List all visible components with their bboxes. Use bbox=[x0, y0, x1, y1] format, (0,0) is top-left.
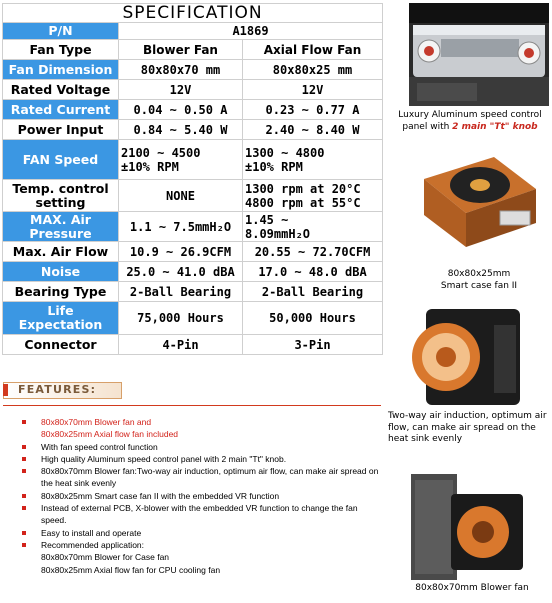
feature-item bbox=[22, 441, 382, 453]
spec-row-label: FAN Speed bbox=[3, 140, 119, 180]
spec-value-axial: 1300 ~ 4800 ±10% RPM bbox=[243, 140, 383, 180]
spec-row bbox=[3, 335, 383, 355]
spec-row bbox=[3, 140, 383, 180]
spec-value-axial: 2-Ball Bearing bbox=[243, 282, 383, 302]
features-divider bbox=[3, 405, 381, 406]
pn-label: P/N bbox=[3, 23, 119, 40]
control-panel-photo bbox=[409, 3, 549, 106]
bullet-icon bbox=[22, 457, 26, 461]
spec-value-axial: Axial Flow Fan bbox=[243, 40, 383, 60]
spec-row bbox=[3, 80, 383, 100]
spec-row-label: Fan Dimension bbox=[3, 60, 119, 80]
bullet-icon bbox=[22, 445, 26, 449]
feature-text: Easy to install and operate bbox=[41, 527, 142, 538]
spec-value-blower: 2100 ~ 4500 ±10% RPM bbox=[119, 140, 243, 180]
spec-value-axial: 1300 rpm at 20°C 4800 rpm at 55°C bbox=[243, 180, 383, 212]
feature-item bbox=[22, 428, 382, 440]
feature-text: 80x80x25mm Axial flow fan included bbox=[41, 429, 179, 440]
spec-row bbox=[3, 40, 383, 60]
features-list bbox=[22, 416, 382, 576]
bullet-icon bbox=[22, 531, 26, 535]
spec-row bbox=[3, 262, 383, 282]
spec-row bbox=[3, 60, 383, 80]
feature-item bbox=[22, 527, 382, 539]
spec-value-blower: 25.0 ~ 41.0 dBA bbox=[119, 262, 243, 282]
spec-row-label: Rated Voltage bbox=[3, 80, 119, 100]
feature-item bbox=[22, 502, 382, 527]
spec-value-axial: 80x80x25 mm bbox=[243, 60, 383, 80]
spec-row bbox=[3, 180, 383, 212]
spec-row-label: Power Input bbox=[3, 120, 119, 140]
pn-value: A1869 bbox=[119, 23, 383, 40]
features-title: FEATURES: bbox=[18, 383, 97, 396]
axial-fan-photo bbox=[414, 149, 544, 257]
spec-value-blower: 4-Pin bbox=[119, 335, 243, 355]
spec-row-label: Connector bbox=[3, 335, 119, 355]
spec-value-blower: 0.04 ~ 0.50 A bbox=[119, 100, 243, 120]
feature-item bbox=[22, 490, 382, 502]
feature-text: With fan speed control function bbox=[41, 441, 158, 452]
feature-text: 80x80x25mm Smart case fan II with the embedded VR function bbox=[41, 490, 280, 501]
spec-value-axial: 0.23 ~ 0.77 A bbox=[243, 100, 383, 120]
spec-row bbox=[3, 212, 383, 242]
spec-row bbox=[3, 282, 383, 302]
feature-text: 80x80x70mm Blower fan and bbox=[41, 417, 152, 427]
spec-row-label: MAX. Air Pressure bbox=[3, 212, 119, 242]
spec-row-label: Noise bbox=[3, 262, 119, 282]
spec-value-axial: 50,000 Hours bbox=[243, 302, 383, 335]
control-panel-caption-text: Luxury Aluminum speed control panel with bbox=[398, 110, 542, 132]
spec-row-label: Rated Current bbox=[3, 100, 119, 120]
spec-value-blower: 12V bbox=[119, 80, 243, 100]
feature-item bbox=[22, 416, 382, 428]
spec-value-blower: 1.1 ~ 7.5mmH₂O bbox=[119, 212, 243, 242]
spec-row bbox=[3, 302, 383, 335]
spec-value-axial: 1.45 ~ 8.09mmH₂O bbox=[243, 212, 383, 242]
feature-item bbox=[22, 453, 382, 465]
spec-row-label: Max. Air Flow bbox=[3, 242, 119, 262]
spec-value-blower: NONE bbox=[119, 180, 243, 212]
spec-row bbox=[3, 120, 383, 140]
feature-text: 80x80x25mm Axial flow fan for CPU cooling fan bbox=[41, 564, 221, 575]
spec-value-axial: 3-Pin bbox=[243, 335, 383, 355]
bullet-icon bbox=[22, 469, 26, 473]
blower-fan-photo bbox=[398, 305, 523, 408]
spec-row bbox=[3, 100, 383, 120]
feature-text: High quality Aluminum speed control panel with 2 main "Tt" knob. bbox=[41, 453, 287, 464]
control-panel-caption bbox=[388, 110, 552, 133]
feature-item bbox=[22, 564, 382, 576]
spec-value-blower: 2-Ball Bearing bbox=[119, 282, 243, 302]
bullet-icon bbox=[22, 543, 26, 547]
spec-row-label: Life Expectation bbox=[3, 302, 119, 335]
feature-text: Recommended application: bbox=[41, 539, 145, 550]
spec-value-blower: 80x80x70 mm bbox=[119, 60, 243, 80]
blower-case-caption: 80x80x70mm Blower fan bbox=[415, 583, 529, 593]
feature-item bbox=[22, 465, 382, 490]
spec-row-label: Fan Type bbox=[3, 40, 119, 60]
blower-fan-caption: Two-way air induction, optimum air flow, can make air spread on the heat sink evenly bbox=[388, 411, 547, 444]
spec-value-blower: Blower Fan bbox=[119, 40, 243, 60]
spec-value-blower: 75,000 Hours bbox=[119, 302, 243, 335]
feature-text: 80x80x70mm Blower fan:Two-way air induction, optimum air flow, can make air spread on the heat sink evenly bbox=[41, 466, 379, 489]
bullet-icon bbox=[22, 494, 26, 498]
spec-row-label: Temp. control setting bbox=[3, 180, 119, 212]
spec-value-axial: 17.0 ~ 48.0 dBA bbox=[243, 262, 383, 282]
feature-text: Instead of external PCB, X-blower with the embedded VR function to change the fan speed. bbox=[41, 503, 358, 526]
bullet-icon bbox=[22, 506, 26, 510]
feature-item bbox=[22, 551, 382, 563]
knob-highlight: 2 main "Tt" knob bbox=[452, 121, 538, 132]
spec-row bbox=[3, 242, 383, 262]
bullet-icon bbox=[22, 420, 26, 424]
spec-row-label: Bearing Type bbox=[3, 282, 119, 302]
axial-fan-caption: 80x80x25mm Smart case fan II bbox=[440, 269, 518, 291]
features-marker bbox=[3, 384, 8, 396]
spec-value-blower: 0.84 ~ 5.40 W bbox=[119, 120, 243, 140]
feature-item bbox=[22, 539, 382, 551]
spec-value-axial: 2.40 ~ 8.40 W bbox=[243, 120, 383, 140]
spec-title: SPECIFICATION bbox=[3, 4, 383, 23]
spec-value-axial: 20.55 ~ 72.70CFM bbox=[243, 242, 383, 262]
spec-value-axial: 12V bbox=[243, 80, 383, 100]
feature-text: 80x80x70mm Blower for Case fan bbox=[41, 552, 170, 563]
spec-table bbox=[2, 3, 383, 355]
spec-value-blower: 10.9 ~ 26.9CFM bbox=[119, 242, 243, 262]
blower-case-photo bbox=[411, 474, 531, 580]
